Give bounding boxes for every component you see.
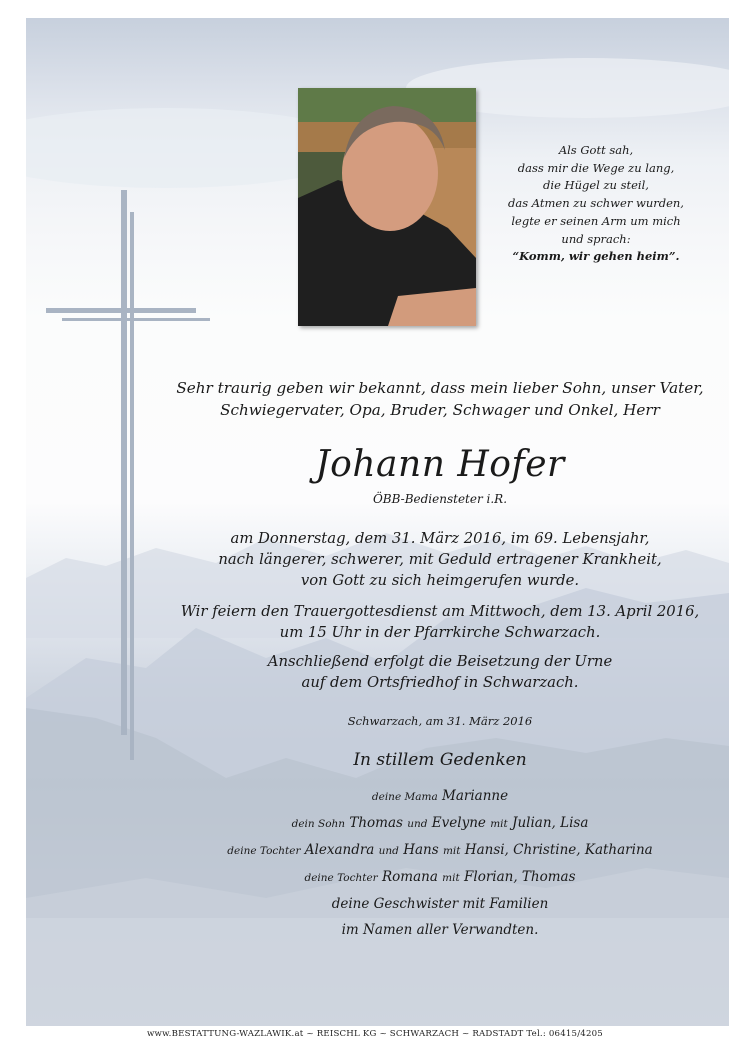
death-line: von Gott zu sich heimgerufen wurde. [300, 572, 580, 589]
mourner-line: deine Tochter Alexandra und Hans mit Hansi, Christine, Katharina [227, 842, 653, 858]
deceased-name: Johann Hofer [315, 444, 565, 485]
poem-line: Als Gott sah, [558, 143, 634, 157]
announcement-intro [160, 377, 720, 421]
poem-closing: “Komm, wir gehen heim”. [512, 249, 680, 264]
deceased-occupation: ÖBB-Bediensteter i.R. [372, 492, 508, 506]
poem [496, 142, 696, 266]
place-date: Schwarzach, am 31. März 2016 [347, 714, 533, 728]
service-line: Wir feiern den Trauergottesdienst am Mittwoch, dem 13. April 2016, [180, 603, 700, 620]
mourner-line: dein Sohn Thomas und Evelyne mit Julian, Lisa [291, 815, 589, 831]
death-notice [160, 528, 720, 591]
death-line: nach längerer, schwerer, mit Geduld ertragener Krankheit, [218, 551, 662, 568]
mourner-line: deine Tochter Romana mit Florian, Thomas [304, 869, 576, 885]
burial-line: auf dem Ortsfriedhof in Schwarzach. [301, 674, 579, 691]
poem-line: dass mir die Wege zu lang, [517, 160, 675, 175]
death-line: am Donnerstag, dem 31. März 2016, im 69. Lebensjahr, [230, 530, 650, 547]
funeral-service [160, 601, 720, 643]
service-line: um 15 Uhr in der Pfarrkirche Schwarzach. [279, 624, 601, 641]
memory-heading: In stillem Gedenken [353, 750, 527, 770]
poem-line: und sprach: [561, 231, 631, 246]
undertaker-footer: www.BESTATTUNG-WAZLAWIK.at ~ REISCHL KG ~ SCHWARZACH ~ RADSTADT Tel.: 06415/4205 [147, 1029, 603, 1039]
mourner-line: deine Mama Marianne [371, 788, 509, 804]
poem-line: das Atmen zu schwer wurden, [508, 196, 684, 211]
poem-line: die Hügel zu steil, [543, 178, 649, 193]
portrait-photo [298, 88, 476, 326]
intro-line: Sehr traurig geben wir bekannt, dass mein lieber Sohn, unser Vater, [176, 379, 704, 397]
closing-line: im Namen aller Verwandten. [341, 922, 539, 938]
mourners-list [160, 783, 720, 943]
closing-line: deine Geschwister mit Familien [331, 896, 549, 912]
burial-line: Anschließend erfolgt die Beisetzung der Urne [267, 653, 613, 670]
poem-line: legte er seinen Arm um mich [511, 213, 681, 228]
burial-notice [160, 651, 720, 693]
intro-line: Schwiegervater, Opa, Bruder, Schwager und Onkel, Herr [220, 401, 660, 419]
